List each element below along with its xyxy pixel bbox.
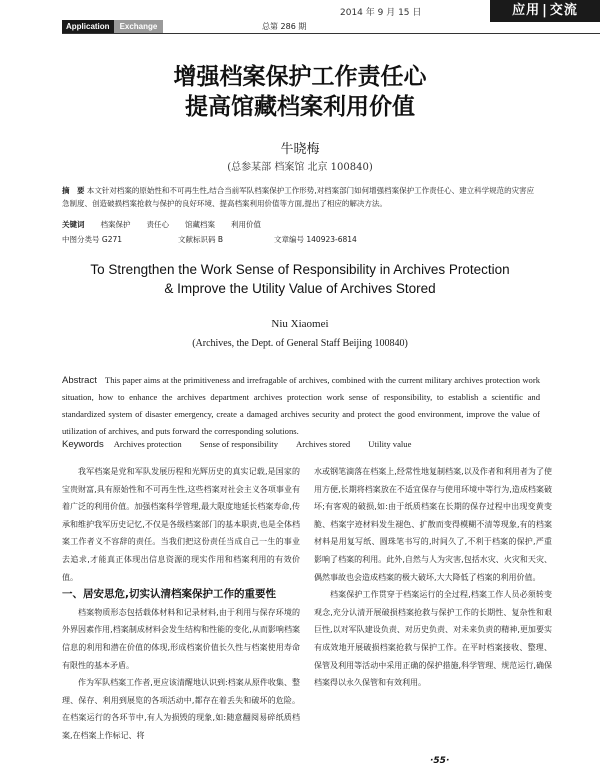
document-code: 文献标识码 B: [178, 235, 224, 244]
author-en: Niu Xiaomei: [271, 318, 329, 330]
keyword-cn: 档案保护: [100, 220, 131, 229]
abstract-cn-label: 摘 要: [62, 186, 85, 195]
body-paragraph: 水或钢笔滴落在档案上,经常性地复制档案,以及作者和利用者为了使用方便,长期将档案放在不适宜保存与使用环境中等行为,造成档案破坏;有客观的破损,如:由于纸质档案在长期的保存过程中出现变黄变脆、档案字迹材料发生褪色、扩散而变得模糊不清等现象,有的档案材料是用复写纸、圆珠笔书写的,时间久了,不利于档案的保护,严重影响了档案的利用。此外,自然与人为灾害,包括水灾、火灾和天灾、偶然事故也会造成档案的极大破坏,大大降低了档案的利用价值。: [314, 467, 552, 582]
section-label-b: 交流: [549, 3, 578, 18]
title-en-line2: & Improve the Utility Value of Archives Stored: [164, 281, 436, 296]
page-number: ·55·: [430, 756, 450, 766]
keywords-cn: [62, 219, 277, 230]
abstract-en-label: Abstract: [62, 375, 97, 386]
keywords-en: [62, 439, 429, 450]
affiliation-cn: (总参某部 档案馆 北京 100840): [227, 162, 373, 173]
body-column-left: [62, 463, 300, 745]
abstract-en: [62, 372, 540, 440]
body-paragraph: 作为军队档案工作者,更应该清醒地认识到:档案从原件收集、整理、保存、利用到展览的各项活动中,都存在着丢失和破坏的危险。在档案运行的各环节中,有人为损毁的现象,如:随意翻阅易碎纸质档案,在档案上作标记、将: [62, 678, 300, 740]
body-column-right: [314, 463, 552, 692]
column-tag-a: Application: [62, 20, 114, 33]
abstract-cn: [62, 184, 540, 210]
keyword-en: Archives protection: [113, 439, 182, 449]
abstract-en-text: This paper aims at the primitiveness and irrefragable of archives, combined with the current military archives protection work situation, how to enhance the archives department archives protection work sense of responsibility, to establish a scientific and standardized system of disaster emergency, create a damaged archives security and protect the good environment, improve the value of utilization of archives, and puts forward the corresponding solutions.: [62, 375, 540, 436]
keywords-cn-label: 关键词: [62, 220, 85, 229]
section-heading: 一、居安思危,切实认清档案保护工作的重要性: [62, 588, 276, 601]
keyword-cn: 利用价值: [231, 220, 261, 229]
title-en-line1: To Strengthen the Work Sense of Responsibility in Archives Protection: [90, 262, 510, 277]
issue-number: 总第 286 期: [262, 22, 307, 31]
section-label-a: 应用: [512, 3, 541, 18]
affiliation-en: (Archives, the Dept. of General Staff Beijing 100840): [192, 338, 408, 349]
keyword-en: Archives stored: [296, 439, 351, 449]
keyword-cn: 责任心: [146, 220, 169, 229]
body-paragraph: 档案物质形态包括载体材料和记录材料,由于利用与保存环境的外界因素作用,档案制成材料会发生结构和性能的变化,从而影响档案信息的利用和潜在价值的体现,形成档案价值长久性与档案使用寿命有限性的基本矛盾。: [62, 607, 300, 670]
title-cn-line2: 提高馆藏档案利用价值: [185, 94, 415, 120]
header-rule: [62, 33, 600, 34]
keyword-en: Utility value: [368, 439, 412, 449]
column-tag: [62, 20, 163, 33]
classification-number: 中图分类号 G271: [62, 235, 123, 244]
body-paragraph: 我军档案是党和军队发展历程和光辉历史的真实记载,是国家的宝贵财富,具有原始性和不可再生性,这些档案对社会主义各项事业有着广泛的利用价值。加强档案科学管理,最大限度地延长档案寿命,传承和维护我军历史记忆,不仅是各级档案部门的基本职责,也是全体档案工作者义不容辞的责任。当我们把这份责任当成自己一生的事业去追求,才能真正体现出信息资源的现实作用和档案利用的有效价值。: [62, 467, 300, 582]
keyword-cn: 馆藏档案: [185, 220, 215, 229]
body-paragraph: 档案保护工作贯穿于档案运行的全过程,档案工作人员必须转变观念,充分认清开展破损档案抢救与保护工作的长期性、复杂性和艰巨性,以对军队建设负责、对历史负责、对未来负责的精神,更加要实有成效地开展破损档案抢救与保护工作。在平时档案接收、整理、保管及利用等活动中采用正确的保护措施,科学管理、规范运行,确保档案得以永久保管和有效利用。: [314, 590, 552, 688]
column-tag-b: Exchange: [114, 20, 164, 33]
title-cn-line1: 增强档案保护工作责任心: [173, 64, 427, 90]
keyword-en: Sense of responsibility: [199, 439, 279, 449]
section-label: 应用 | 交流: [490, 0, 600, 22]
keywords-en-label: Keywords: [62, 439, 104, 450]
publication-date: 2014 年 9 月 15 日: [340, 8, 422, 18]
article-number: 文章编号 140923-6814: [274, 235, 357, 244]
page-header: [0, 0, 600, 36]
abstract-cn-text: 本文针对档案的原始性和不可再生性,结合当前军队档案保护工作形势,对档案部门如何增强档案保护工作责任心、建立科学规范的灾害应急制度、创造破损档案抢救与保护的良好环境、提高档案利用价值等方面,提出了相应的解决方法。: [62, 186, 535, 208]
classification-row: [62, 234, 357, 245]
author-cn: 牛晓梅: [280, 142, 320, 157]
